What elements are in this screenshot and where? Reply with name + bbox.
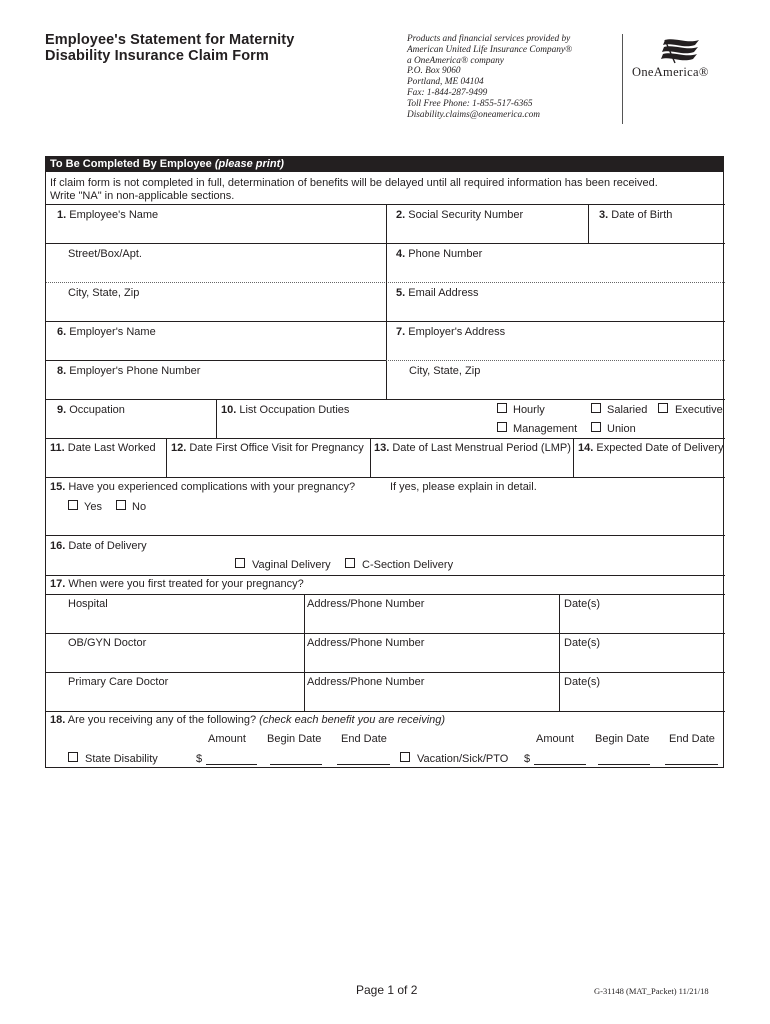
row-divider: [46, 477, 725, 478]
label-text: Employer's Phone Number: [69, 365, 201, 377]
field-number: 5.: [396, 287, 406, 299]
first-visit-label: [171, 442, 364, 455]
vacation-amount-field[interactable]: [534, 764, 586, 765]
begin-date-header: Begin Date: [267, 733, 322, 745]
label-text: Date of Delivery: [68, 540, 147, 552]
col-divider: [166, 438, 167, 477]
label-text: Phone Number: [408, 248, 483, 260]
field-number: 11.: [50, 442, 65, 454]
field-number: 8.: [57, 365, 67, 377]
col-divider: [370, 438, 371, 477]
complications-explain-label: If yes, please explain in detail.: [390, 481, 537, 493]
label-text: Are you receiving any of the following?: [67, 714, 257, 726]
dollar-sign: $: [196, 753, 203, 765]
employer-address-label: [396, 326, 505, 339]
label-text: Email Address: [408, 287, 479, 299]
lmp-label: [374, 442, 571, 455]
field-number: 6.: [57, 326, 67, 338]
employer-city-label: City, State, Zip: [409, 365, 481, 377]
form-title-line2: Disability Insurance Claim Form: [45, 48, 269, 64]
row-divider: [46, 360, 386, 361]
field-number: 15.: [50, 481, 66, 493]
employer-phone-label: [57, 365, 200, 378]
col-divider: [386, 243, 387, 282]
first-treated-question: [50, 578, 304, 591]
label-text: Social Security Number: [408, 209, 524, 221]
occupation-label: [57, 404, 125, 417]
row-divider: [46, 438, 725, 439]
field-number: 4.: [396, 248, 406, 260]
end-date-header-2: End Date: [669, 733, 715, 745]
hospital-label: Hospital: [68, 598, 108, 610]
csection-label: C-Section Delivery: [362, 559, 454, 571]
section-header-text: To Be Completed By Employee: [50, 158, 212, 170]
company-line: P.O. Box 9060: [407, 66, 461, 77]
col-divider: [304, 594, 305, 711]
row-divider: [46, 535, 725, 536]
salaried-label: Salaried: [607, 404, 648, 416]
field-number: 12.: [171, 442, 187, 454]
col-divider: [559, 594, 560, 711]
col-divider: [386, 282, 387, 321]
employer-name-label: [57, 326, 156, 339]
col-divider: [386, 204, 387, 243]
row-divider: [46, 399, 725, 400]
obgyn-label: OB/GYN Doctor: [68, 637, 147, 649]
obgyn-address-label: Address/Phone Number: [307, 637, 425, 649]
amount-header-2: Amount: [536, 733, 574, 745]
field-number: 3.: [599, 209, 609, 221]
vacation-end-field[interactable]: [665, 764, 718, 765]
begin-date-header-2: Begin Date: [595, 733, 650, 745]
expected-delivery-label: [578, 442, 724, 455]
management-label: Management: [513, 423, 578, 435]
col-divider: [216, 399, 217, 438]
primary-address-label: Address/Phone Number: [307, 676, 425, 688]
delivery-date-label: [50, 540, 147, 553]
management-checkbox[interactable]: [497, 422, 507, 432]
obgyn-dates-label: Date(s): [564, 637, 601, 649]
executive-label: Executive: [675, 404, 723, 416]
vacation-checkbox[interactable]: [400, 752, 410, 762]
row-divider: [46, 672, 725, 673]
hourly-checkbox[interactable]: [497, 403, 507, 413]
yes-label: Yes: [84, 501, 102, 513]
label-text: Have you experienced complications with your pregnancy?: [68, 481, 356, 493]
no-checkbox[interactable]: [116, 500, 126, 510]
city-label: City, State, Zip: [68, 287, 140, 299]
vacation-begin-field[interactable]: [598, 764, 650, 765]
dob-label: [599, 209, 672, 222]
benefits-instruction: (check each benefit you are receiving): [259, 714, 446, 726]
section-header: [46, 157, 723, 172]
email-label: [396, 287, 479, 300]
company-line: Products and financial services provided by: [407, 34, 571, 44]
street-label: Street/Box/Apt.: [68, 248, 142, 260]
section-header-italic: (please print): [214, 158, 284, 170]
date-last-worked-label: [50, 442, 156, 455]
benefits-question: [50, 714, 445, 727]
row-divider: [46, 633, 725, 634]
label-text: Employee's Name: [69, 209, 159, 221]
state-disability-begin-field[interactable]: [270, 764, 322, 765]
amount-header: Amount: [208, 733, 246, 745]
field-number: 9.: [57, 404, 67, 416]
form-title-line1: Employee's Statement for Maternity: [45, 32, 295, 48]
occupation-duties-label: [221, 404, 349, 417]
company-line: Toll Free Phone: 1-855-517-6365: [407, 98, 533, 109]
header-divider: [622, 34, 623, 124]
field-number: 10.: [221, 404, 237, 416]
label-text: Date of Birth: [611, 209, 673, 221]
label-text: Date of Last Menstrual Period (LMP): [392, 442, 571, 454]
yes-checkbox[interactable]: [68, 500, 78, 510]
label-text: Expected Date of Delivery: [596, 442, 724, 454]
col-divider: [588, 204, 589, 243]
label-text: When were you first treated for your pregnancy?: [68, 578, 304, 590]
company-line: a OneAmerica® company: [407, 55, 504, 66]
field-number: 2.: [396, 209, 406, 221]
ssn-label: [396, 209, 523, 222]
instruction-text-2: Write "NA" in non-applicable sections.: [50, 190, 235, 202]
field-number: 7.: [396, 326, 406, 338]
field-number: 17.: [50, 578, 66, 590]
employee-name-label: [57, 209, 158, 222]
label-text: Date First Office Visit for Pregnancy: [189, 442, 364, 454]
phone-label: [396, 248, 482, 261]
state-disability-end-field[interactable]: [337, 764, 390, 765]
union-label: Union: [607, 423, 636, 435]
hourly-label: Hourly: [513, 404, 545, 416]
field-number: 14.: [578, 442, 594, 454]
company-info: [407, 34, 572, 120]
company-line: Fax: 1-844-287-9499: [407, 87, 488, 98]
row-divider-dotted: [386, 360, 725, 361]
form-title: [45, 32, 294, 64]
vaginal-delivery-checkbox[interactable]: [235, 558, 245, 568]
hospital-address-label: Address/Phone Number: [307, 598, 425, 610]
company-line: American United Life Insurance Company®: [407, 44, 573, 55]
field-number: 1.: [57, 209, 67, 221]
state-disability-amount-field[interactable]: [206, 764, 257, 765]
company-line: Portland, ME 04104: [407, 77, 484, 88]
label-text: List Occupation Duties: [239, 404, 350, 416]
row-divider: [46, 575, 725, 576]
dollar-sign-2: $: [524, 753, 531, 765]
complications-question: [50, 481, 355, 494]
primary-care-label: Primary Care Doctor: [68, 676, 169, 688]
oneamerica-logo-text: OneAmerica®: [632, 65, 709, 79]
label-text: Occupation: [69, 404, 125, 416]
state-disability-checkbox[interactable]: [68, 752, 78, 762]
company-line: Disability.claims@oneamerica.com: [407, 109, 541, 120]
instruction-text-1: If claim form is not completed in full, determination of benefits will be delayed until all required information has been received.: [50, 177, 658, 189]
row-divider: [46, 711, 725, 712]
hospital-dates-label: Date(s): [564, 598, 601, 610]
state-disability-label: State Disability: [85, 753, 158, 765]
primary-dates-label: Date(s): [564, 676, 601, 688]
vaginal-delivery-label: Vaginal Delivery: [252, 559, 331, 571]
page-number: Page 1 of 2: [356, 983, 418, 997]
csection-checkbox[interactable]: [345, 558, 355, 568]
field-number: 16.: [50, 540, 66, 552]
label-text: Employer's Name: [69, 326, 156, 338]
field-number: 18.: [50, 714, 66, 726]
executive-checkbox[interactable]: [658, 403, 668, 413]
vacation-label: Vacation/Sick/PTO: [417, 753, 509, 765]
no-label: No: [132, 501, 147, 513]
end-date-header: End Date: [341, 733, 387, 745]
label-text: Employer's Address: [408, 326, 506, 338]
union-checkbox[interactable]: [591, 422, 601, 432]
col-divider: [573, 438, 574, 477]
salaried-checkbox[interactable]: [591, 403, 601, 413]
label-text: Date Last Worked: [67, 442, 156, 454]
row-divider: [46, 594, 725, 595]
claim-form: [45, 156, 724, 768]
form-code: G-31148 (MAT_Packet) 11/21/18: [594, 986, 709, 996]
field-number: 13.: [374, 442, 390, 454]
